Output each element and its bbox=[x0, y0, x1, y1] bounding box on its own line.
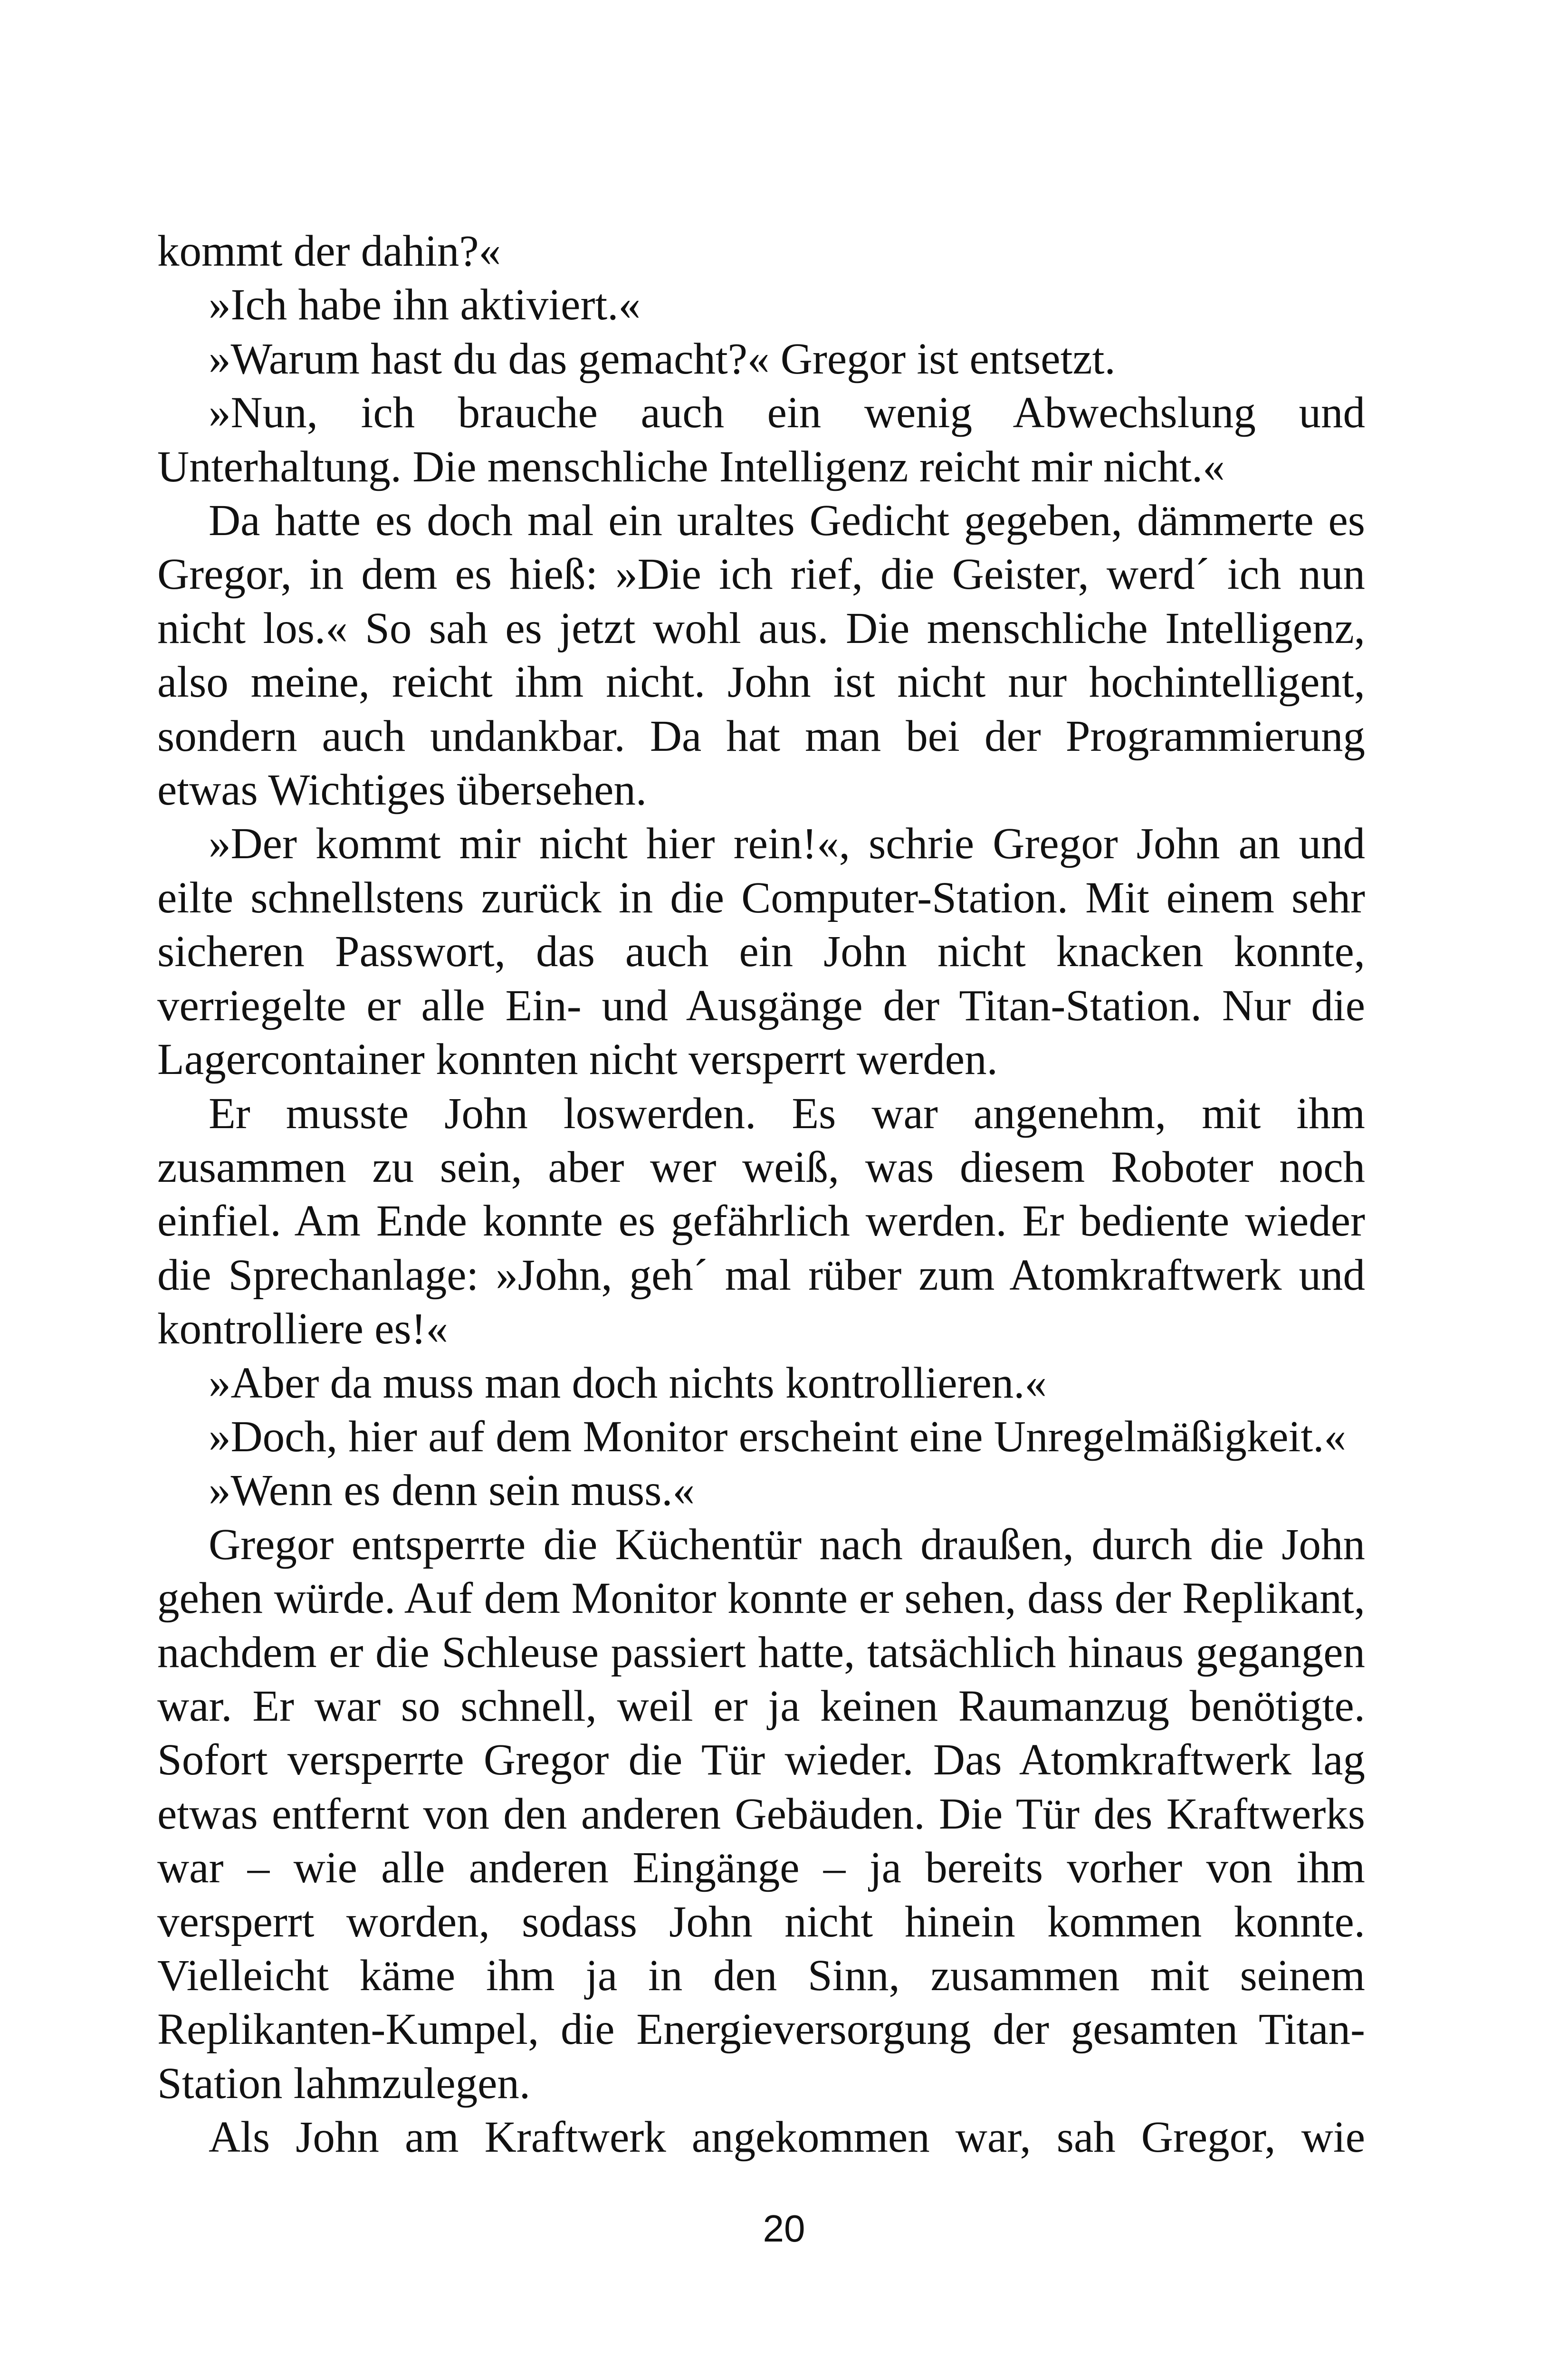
paragraph: »Nun, ich brauche auch ein wenig Abwechslung und Unterhaltung. Die menschliche Intelligenz reicht mir nicht.« bbox=[157, 388, 1365, 491]
body-text bbox=[157, 224, 1365, 2165]
paragraph: »Wenn es denn sein muss.« bbox=[209, 1466, 695, 1515]
paragraph: »Doch, hier auf dem Monitor erscheint eine Unregelmäßigkeit.« bbox=[209, 1412, 1346, 1461]
paragraph: kommt der dahin?« bbox=[157, 227, 501, 276]
paragraph: Da hatte es doch mal ein uraltes Gedicht gegeben, dämmerte es Gregor, in dem es hieß: »Die ich rief, die Geister, werd´ ich nun nicht los.« So sah es jetzt wohl aus. Die menschliche Intelligenz, also meine, reicht ihm nicht. John ist nicht nur hochintelligent, sondern auch undankbar. Da hat man bei der Programmierung etwas Wichtiges übersehen. bbox=[157, 496, 1365, 815]
paragraph: Gregor entsperrte die Küchentür nach draußen, durch die John gehen würde. Auf dem Monitor konnte er sehen, dass der Replikant, nachdem er die Schleuse passiert hatte, tatsächlich hinaus gegangen war. Er war so schnell, weil er ja keinen Raumanzug benötigte. Sofort versperrte Gregor die Tür wieder. Das Atomkraftwerk lag etwas entfernt von den anderen Gebäuden. Die Tür des Kraftwerks war – wie alle anderen Eingänge – ja bereits vorher von ihm versperrt worden, sodass John nicht hinein kommen konnte. Vielleicht käme ihm ja in den Sinn, zusammen mit seinem Replikanten-Kumpel, die Energieversorgung der gesamten Titan-Station lahmzulegen. bbox=[157, 1520, 1365, 2108]
paragraph: Als John am Kraftwerk angekommen war, sah Gregor, wie bbox=[209, 2113, 1365, 2162]
paragraph: »Der kommt mir nicht hier rein!«, schrie Gregor John an und eilte schnellstens zurück in die Computer-Station. Mit einem sehr sicheren Passwort, das auch ein John nicht knacken konnte, verriegelte er alle Ein- und Ausgänge der Titan-Station. Nur die Lagercontainer konnten nicht versperrt werden. bbox=[157, 819, 1365, 1084]
paragraph: »Warum hast du das gemacht?« Gregor ist entsetzt. bbox=[209, 334, 1116, 383]
page-number: 20 bbox=[763, 2207, 805, 2250]
paragraph: Er musste John loswerden. Es war angenehm, mit ihm zusammen zu sein, aber wer weiß, was diesem Roboter noch einfiel. Am Ende konnte es gefährlich werden. Er bediente wieder die Sprechanlage: »John, geh´ mal rüber zum Atomkraftwerk und kontrolliere es!« bbox=[157, 1089, 1365, 1354]
paragraph: »Ich habe ihn aktiviert.« bbox=[209, 280, 641, 330]
paragraph: »Aber da muss man doch nichts kontrollieren.« bbox=[209, 1358, 1047, 1408]
